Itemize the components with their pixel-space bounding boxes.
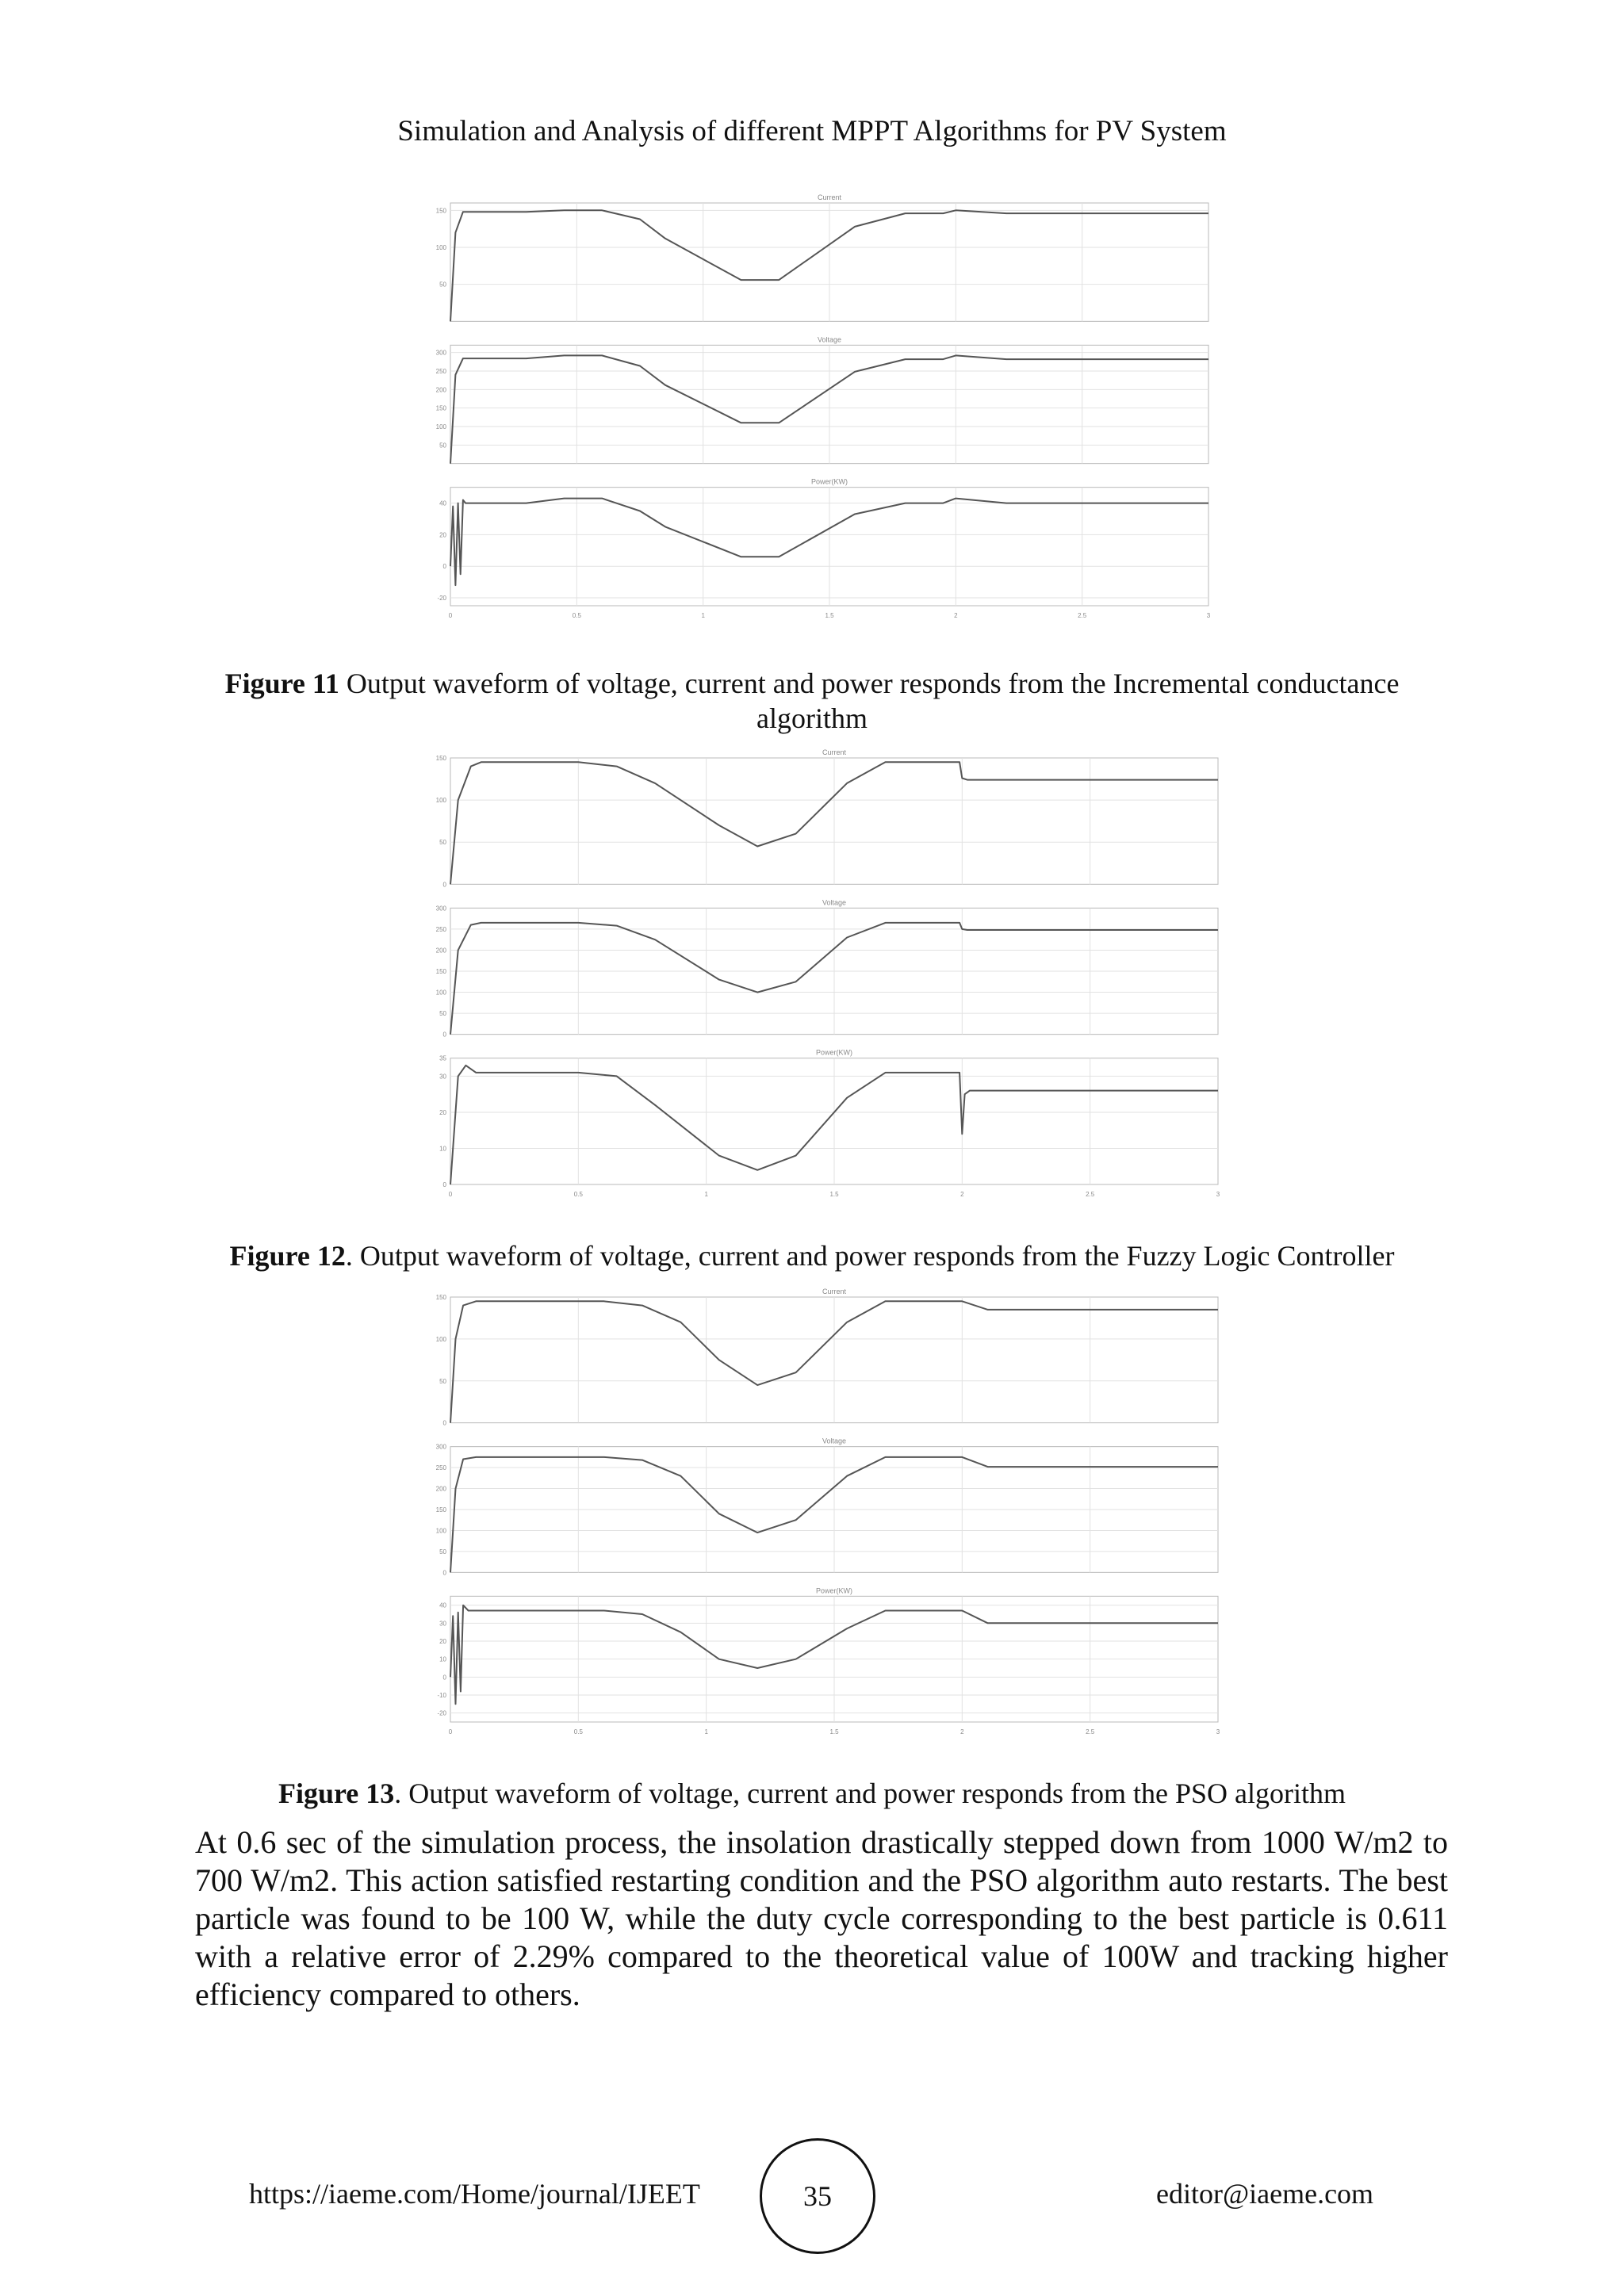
page-number: 35: [760, 2138, 875, 2254]
y-tick-label: 0: [442, 1419, 446, 1427]
panel-title: Current: [817, 193, 842, 201]
y-tick-label: 200: [435, 1485, 446, 1493]
y-tick-label: 0: [442, 563, 446, 571]
x-tick-label: 2: [954, 612, 958, 619]
y-tick-label: 100: [435, 1527, 446, 1535]
figure-11-caption-text: Output waveform of voltage, current and power responds from the Incremental conductance algorithm: [339, 668, 1400, 734]
y-tick-label: 40: [439, 1601, 446, 1609]
y-tick-label: 0: [442, 1181, 446, 1188]
figure-13-label: Figure 13: [278, 1777, 395, 1809]
y-tick-label: 300: [435, 349, 446, 357]
x-tick-label: 1: [701, 612, 705, 619]
y-tick-label: 100: [435, 244, 446, 251]
figure-11-caption: [190, 666, 1434, 736]
y-tick-label: 35: [439, 1054, 446, 1062]
x-tick-label: 1.5: [829, 1191, 839, 1198]
y-tick-label: 150: [435, 755, 446, 762]
y-tick-label: 150: [435, 1294, 446, 1301]
x-tick-label: 0: [448, 1191, 453, 1198]
y-tick-label: 20: [439, 1108, 446, 1116]
x-tick-label: 2: [960, 1191, 964, 1198]
y-tick-label: 100: [435, 989, 446, 997]
y-tick-label: 50: [439, 1010, 446, 1018]
figure-13-caption: [190, 1776, 1434, 1811]
y-tick-label: 100: [435, 423, 446, 430]
y-tick-label: 10: [439, 1145, 446, 1153]
x-tick-label: 3: [1216, 1191, 1220, 1198]
running-title: Simulation and Analysis of different MPPT Algorithms for PV System: [397, 115, 1227, 147]
y-tick-label: 50: [439, 1548, 446, 1556]
x-tick-label: 2.5: [1086, 1728, 1095, 1735]
x-tick-label: 1.5: [829, 1728, 839, 1735]
y-tick-label: 150: [435, 207, 446, 215]
x-tick-label: 1: [704, 1728, 708, 1735]
panel-title: Voltage: [817, 335, 842, 344]
panel-title: Power(KW): [810, 477, 848, 486]
figure-12-caption-text: . Output waveform of voltage, current and power responds from the Fuzzy Logic Controller: [345, 1240, 1395, 1272]
figure-12-chart: [412, 745, 1221, 1213]
x-tick-label: 3: [1206, 612, 1211, 619]
footer-email[interactable]: editor@iaeme.com: [1156, 2178, 1374, 2210]
x-tick-label: 3: [1216, 1728, 1220, 1735]
panel-title: Power(KW): [815, 1048, 853, 1057]
x-tick-label: 0.5: [573, 1191, 583, 1198]
y-tick-label: 30: [439, 1073, 446, 1081]
figure-12-caption: [190, 1238, 1434, 1273]
y-tick-label: 10: [439, 1655, 446, 1663]
y-tick-label: 250: [435, 925, 446, 933]
x-tick-label: 2: [960, 1728, 964, 1735]
figure-12-label: Figure 12: [229, 1240, 346, 1272]
y-tick-label: 100: [435, 1335, 446, 1343]
x-tick-label: 2.5: [1086, 1191, 1095, 1198]
y-tick-label: 150: [435, 1506, 446, 1513]
y-tick-label: 0: [442, 1569, 446, 1577]
y-tick-label: 200: [435, 947, 446, 955]
y-tick-label: 0: [442, 881, 446, 889]
y-tick-label: 300: [435, 905, 446, 913]
x-tick-label: 0.5: [572, 612, 581, 619]
y-tick-label: 200: [435, 386, 446, 394]
y-tick-label: 50: [439, 442, 446, 450]
x-tick-label: 2.5: [1078, 612, 1087, 619]
x-tick-label: 0.5: [573, 1728, 583, 1735]
panel-title: Current: [822, 1288, 847, 1295]
figure-13-chart: [412, 1284, 1221, 1751]
y-tick-label: 50: [439, 1377, 446, 1385]
figure-11-chart: [412, 190, 1212, 634]
y-tick-label: -20: [437, 595, 446, 603]
x-tick-label: 0: [448, 612, 453, 619]
y-tick-label: 20: [439, 531, 446, 539]
figure-13-caption-text: . Output waveform of voltage, current and power responds from the PSO algorithm: [394, 1777, 1346, 1809]
panel-title: Current: [822, 748, 847, 756]
y-tick-label: 250: [435, 1464, 446, 1472]
figure-11-label: Figure 11: [224, 668, 339, 699]
y-tick-label: 100: [435, 797, 446, 805]
y-tick-label: 150: [435, 404, 446, 412]
x-tick-label: 0: [448, 1728, 453, 1735]
y-tick-label: 50: [439, 839, 446, 847]
x-tick-label: 1.5: [825, 612, 834, 619]
x-tick-label: 1: [704, 1191, 708, 1198]
body-paragraph: At 0.6 sec of the simulation process, the insolation drastically stepped down from 1000 W/m2 to 700 W/m2. This action satisfied restarting condition and the PSO algorithm auto restarts. The best particle was found to be 100 W, while the duty cycle corresponding to the best particle is 0.611 with a relative error of 2.29% compared to the theoretical value of 100W and tracking higher efficiency compared to others.: [195, 1824, 1448, 2012]
y-tick-label: 20: [439, 1638, 446, 1645]
panel-title: Voltage: [822, 1437, 847, 1445]
y-tick-label: 0: [442, 1031, 446, 1039]
y-tick-label: -10: [437, 1692, 446, 1699]
y-tick-label: -20: [437, 1709, 446, 1717]
y-tick-label: 250: [435, 368, 446, 375]
y-tick-label: 150: [435, 968, 446, 975]
panel-title: Power(KW): [815, 1586, 853, 1595]
y-tick-label: 0: [442, 1674, 446, 1682]
panel-title: Voltage: [822, 898, 847, 907]
y-tick-label: 30: [439, 1620, 446, 1628]
y-tick-label: 300: [435, 1443, 446, 1451]
y-tick-label: 50: [439, 281, 446, 289]
y-tick-label: 40: [439, 499, 446, 507]
footer-url[interactable]: https://iaeme.com/Home/journal/IJEET: [249, 2178, 700, 2210]
